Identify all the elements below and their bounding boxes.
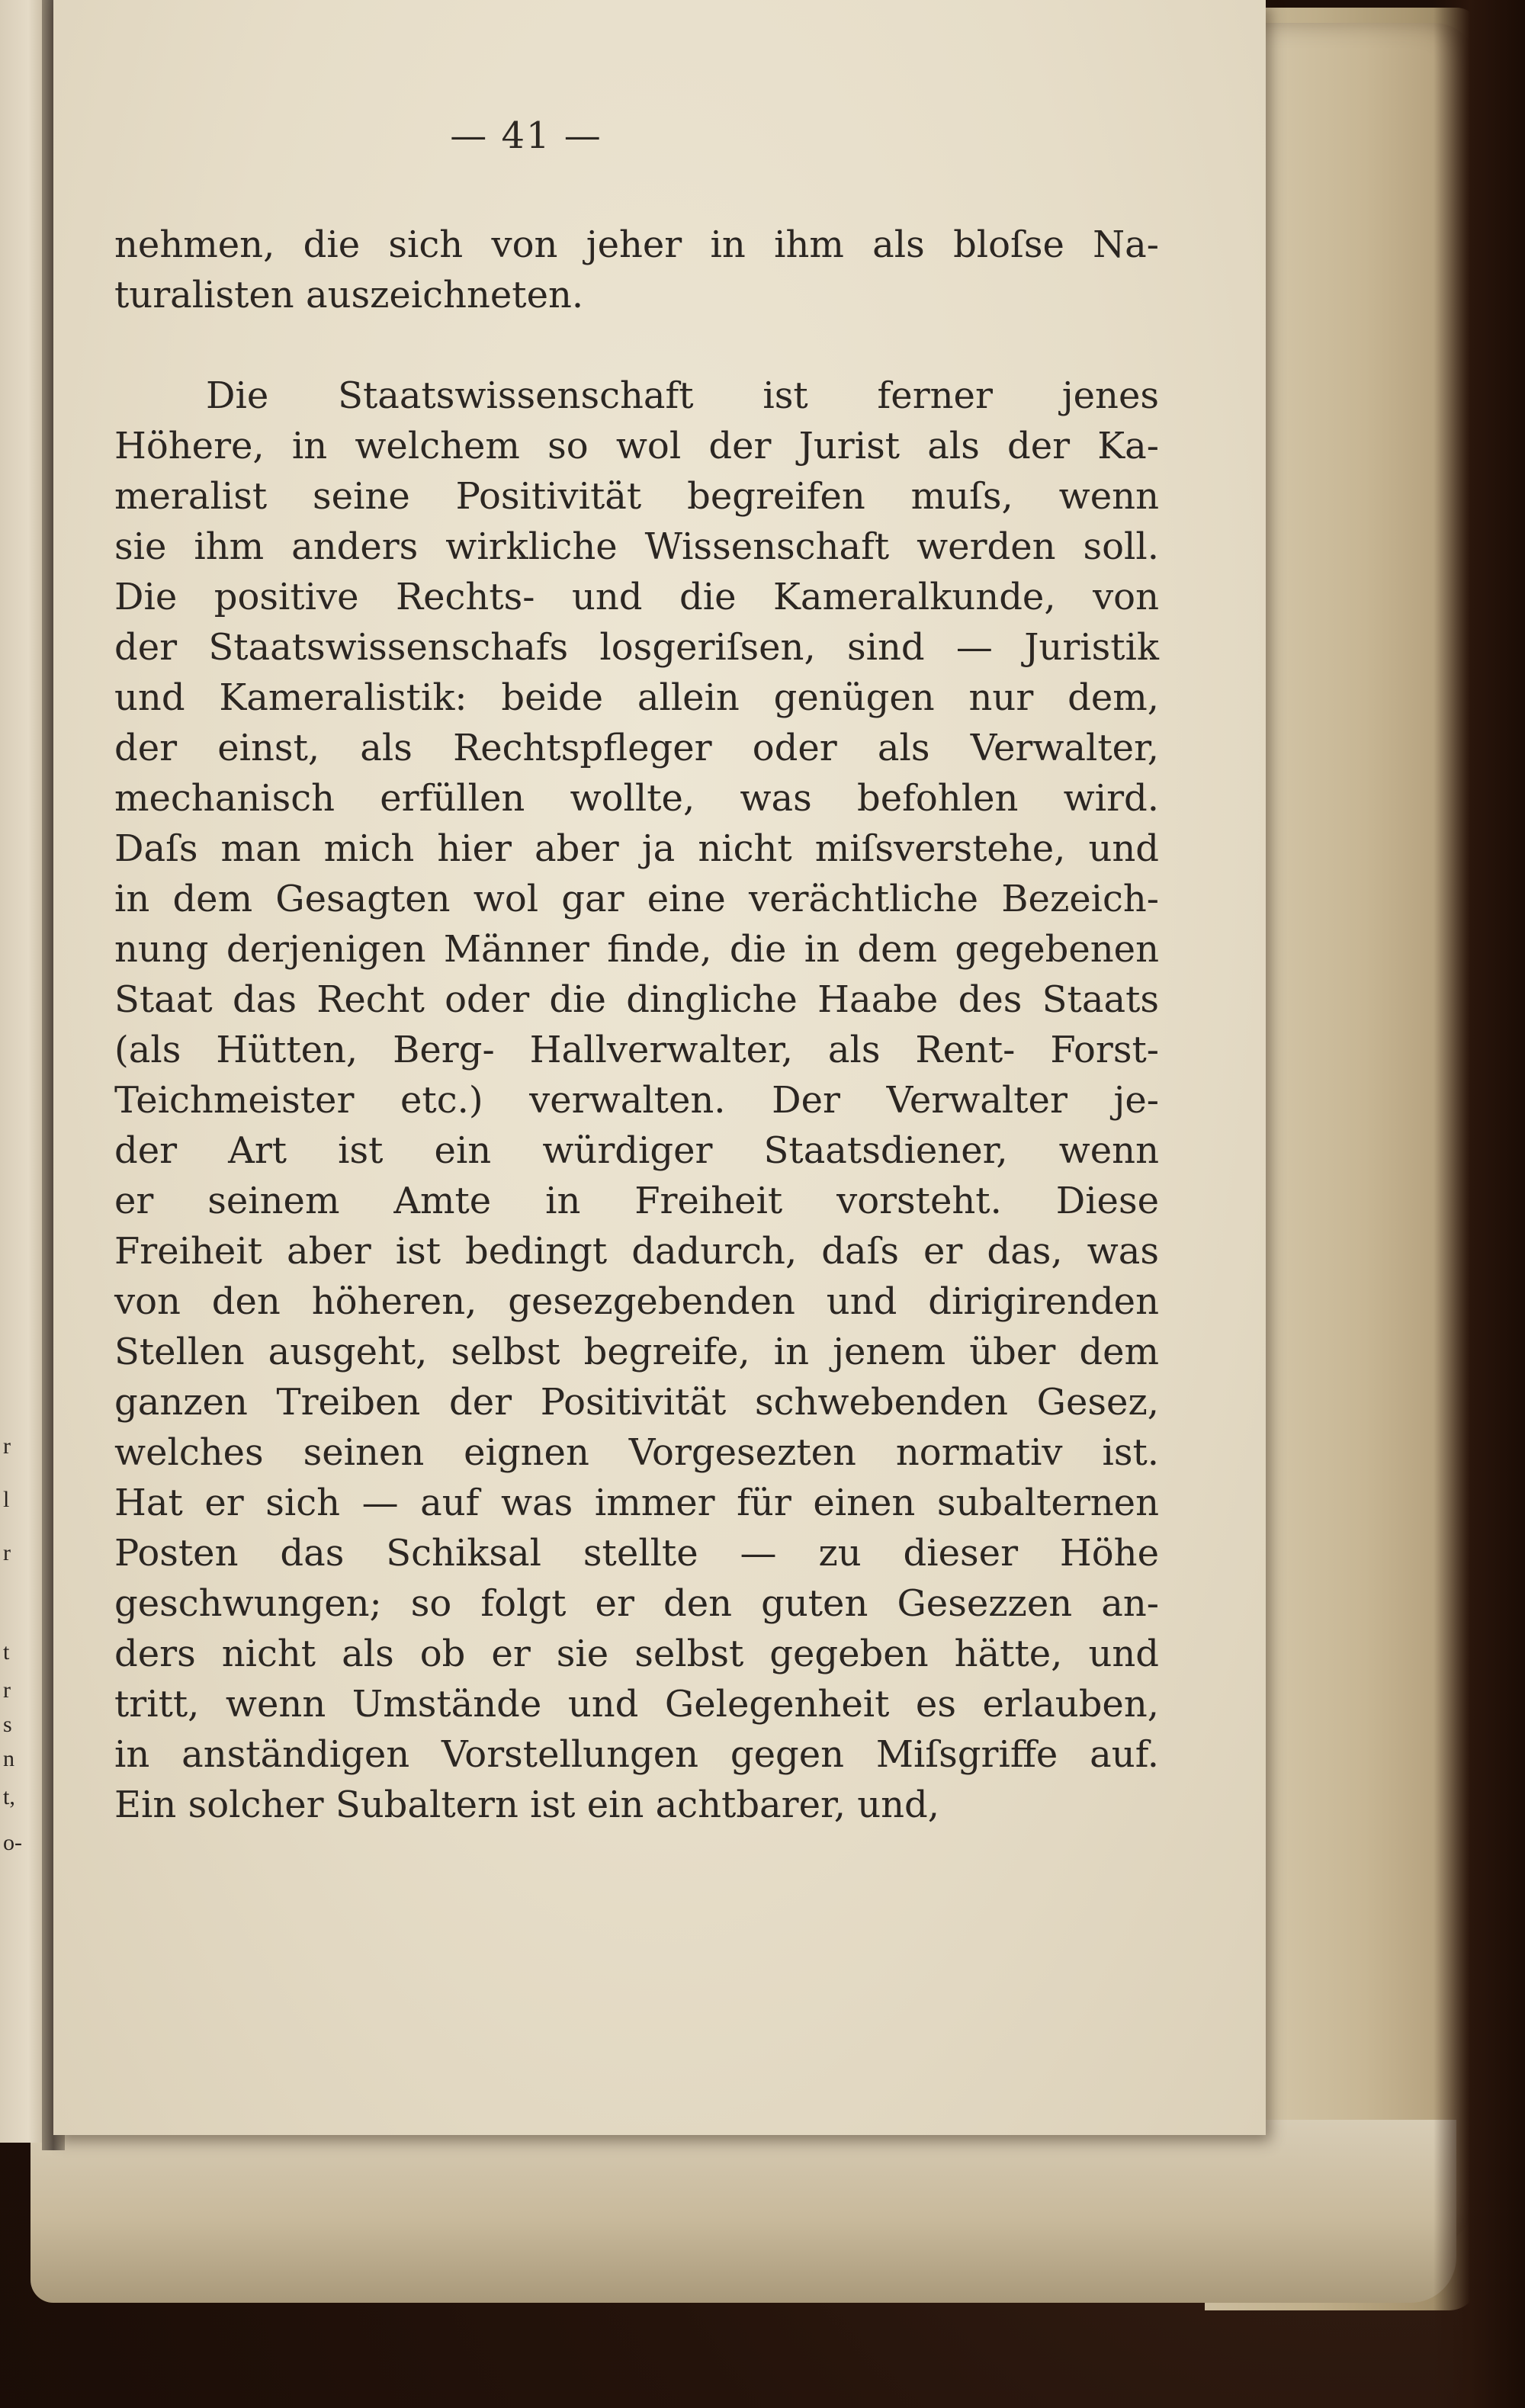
facing-page-sliver (0, 0, 47, 2143)
text-line: turalisten auszeichneten. (114, 274, 584, 316)
text-line: in anständigen Vorstellungen gegen Miſsgriffe auf. (114, 1733, 1159, 1776)
body-text (114, 220, 1159, 1830)
text-line: tritt, wenn Umstände und Gelegenheit es erlauben, (114, 1683, 1159, 1726)
page-stack-bottom (30, 2120, 1456, 2303)
text-line: geschwungen; so folgt er den guten Gesezzen an- (114, 1582, 1159, 1625)
text-line: ders nicht als ob er sie selbst gegeben hätte, und (114, 1633, 1159, 1675)
text-line: (als Hütten, Berg- Hallverwalter, als Rent- Forst- (114, 1029, 1159, 1071)
text-line: der Art ist ein würdiger Staatsdiener, wenn (114, 1129, 1159, 1172)
facing-page-fragment: o- (3, 1830, 22, 1855)
text-line: ganzen Treiben der Positivität schwebenden Gesez, (114, 1381, 1159, 1424)
text-line: sie ihm anders wirkliche Wissenschaft werden soll. (114, 525, 1159, 568)
text-line: Daſs man mich hier aber ja nicht miſsverstehe, und (114, 827, 1159, 870)
text-line: nehmen, die sich von jeher in ihm als bloſse Na- (114, 223, 1159, 266)
text-line: Hat er sich — auf was immer für einen subalternen (114, 1482, 1159, 1524)
text-line: Stellen ausgeht, selbst begreife, in jenem über dem (114, 1331, 1159, 1373)
text-line: von den höheren, gesezgebenden und dirigirenden (114, 1280, 1159, 1323)
printed-page (53, 0, 1266, 2135)
text-line: Die positive Rechts- und die Kameralkunde, von (114, 576, 1159, 618)
text-line: welches seinen eignen Vorgesezten normativ ist. (114, 1431, 1159, 1474)
paragraph (114, 220, 1159, 320)
text-line: Posten das Schiksal stellte — zu dieser Höhe (114, 1532, 1159, 1575)
text-line: Höhere, in welchem so wol der Jurist als der Ka- (114, 425, 1159, 467)
facing-page-fragment: t, (3, 1784, 15, 1809)
facing-page-fragment: r (3, 1434, 11, 1459)
facing-page-fragment: s (3, 1712, 12, 1737)
page-number: — 41 — (450, 114, 602, 157)
text-line: der Staatswissenschafs losgeriſsen, sind — Juristik (114, 626, 1159, 669)
text-line: Staat das Recht oder die dingliche Haabe des Staats (114, 978, 1159, 1021)
facing-page-fragment: l (3, 1487, 10, 1512)
text-line: der einst, als Rechtspfleger oder als Verwalter, (114, 727, 1159, 769)
text-line: Ein solcher Subaltern ist ein achtbarer, und, (114, 1784, 940, 1826)
text-line: Freiheit aber ist bedingt dadurch, daſs er das, was (114, 1230, 1159, 1273)
paragraph-gap (114, 320, 1159, 371)
facing-page-fragment: t (3, 1639, 10, 1665)
text-line: und Kameralistik: beide allein genügen nur dem, (114, 676, 1159, 719)
facing-page-fragment: n (3, 1746, 14, 1771)
facing-page-fragment: r (3, 1540, 11, 1565)
facing-page-fragment: r (3, 1678, 11, 1703)
text-line: er seinem Amte in Freiheit vorsteht. Diese (114, 1180, 1159, 1222)
paragraph (114, 371, 1159, 1830)
text-line: nung derjenigen Männer finde, die in dem gegebenen (114, 928, 1159, 971)
text-line: meralist seine Positivität begreifen muſs, wenn (114, 475, 1159, 518)
text-line: in dem Gesagten wol gar eine verächtliche Bezeich- (114, 878, 1159, 920)
cover-edge (1434, 0, 1525, 2408)
text-line: Die Staatswissenschaft ist ferner jenes (206, 374, 1159, 417)
text-line: Teichmeister etc.) verwalten. Der Verwalter je- (114, 1079, 1159, 1122)
text-line: mechanisch erfüllen wollte, was befohlen wird. (114, 777, 1159, 820)
